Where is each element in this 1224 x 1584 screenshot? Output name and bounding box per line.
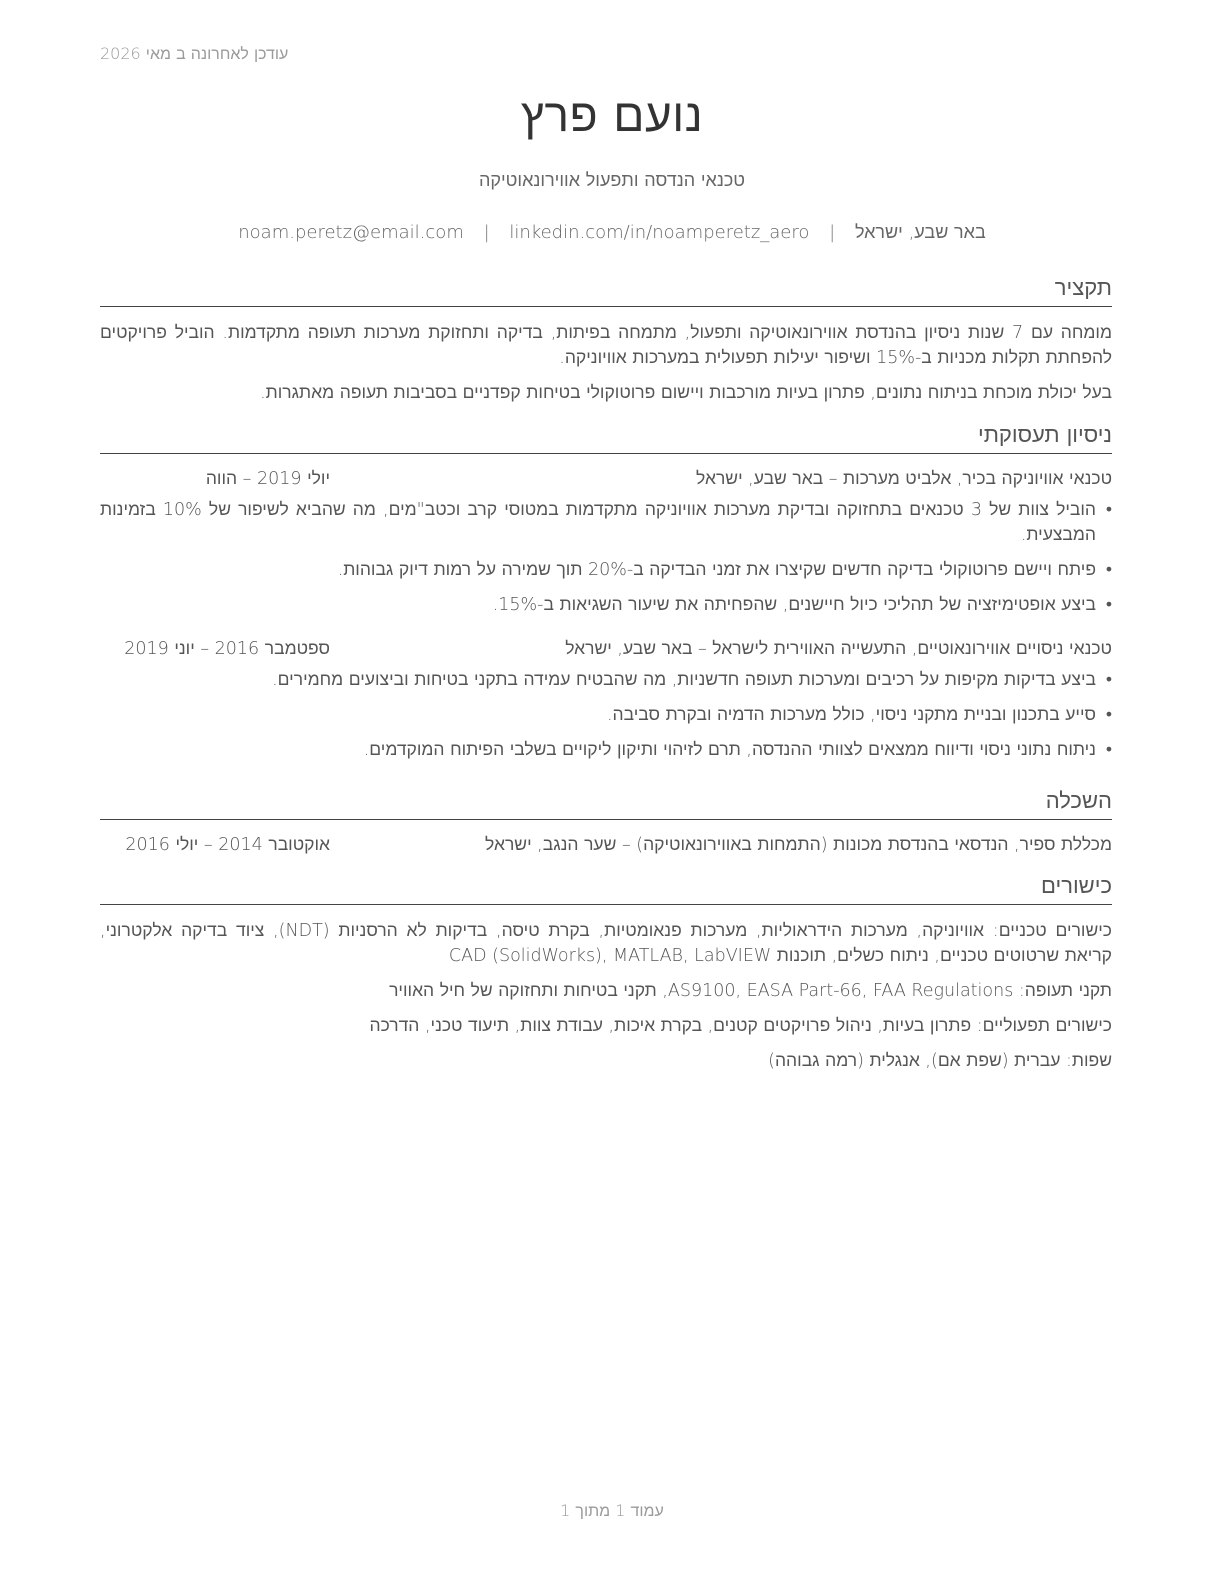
job-header [100,466,1112,492]
job-bullets [100,498,1112,618]
skills-standards: תקני תעופה: AS9100, EASA Part-66, FAA Regulations, תקני בטיחות ותחזוקה של חיל האוויר [389,981,1112,1001]
job-title: טכנאי ניסויים אווירונאוטיים, התעשייה האווירית לישראל – באר שבע, ישראל [565,639,1112,659]
education-heading: השכלה [100,787,1112,820]
skills-section [100,872,1112,1074]
job-header [100,636,1112,662]
candidate-name: נועם פרץ [520,88,704,142]
job-bullet: • סייע בתכנון ובניית מתקני ניסוי, כולל מערכות הדמיה ובקרת סביבה. [100,703,1096,728]
experience-section [100,421,1112,773]
job-entry [100,466,1112,618]
skills-technical: כישורים טכניים: אוויוניקה, מערכות הידראוליות, מערכות פנאומטיות, בקרת טיסה, בדיקות לא הרסניות (NDT), ציוד בדיקה אלקטרוני, קריאת שרטוטים טכניים, ניתוח כשלים, תוכנות CAD (SolidWorks), MATLAB, LabVIEW [100,921,1112,966]
last-updated: עודכן לאחרונה ב מאי 2026 [100,44,289,63]
summary-paragraph-2: בעל יכולת מוכחת בניתוח נתונים, פתרון בעיות מורכבות ויישום פרוטוקולי בטיחות קפדניים בסביבות תעופה מאתגרות. [260,383,1112,403]
page-number: עמוד 1 מתוך 1 [560,1501,664,1520]
job-bullets [100,668,1112,763]
job-title: טכנאי אוויוניקה בכיר, אלביט מערכות – באר שבע, ישראל [696,469,1112,489]
job-dates: ספטמבר 2016 – יוני 2019 [124,639,330,659]
job-dates: יולי 2019 – הווה [205,469,330,489]
candidate-role: טכנאי הנדסה ותפעול אווירונאוטיקה [478,170,746,191]
job-entry [100,636,1112,763]
job-bullet: • ביצע אופטימיזציה של תהליכי כיול חיישנים, שהפחיתה את שיעור השגיאות ב-15%. [100,593,1096,618]
skills-operational: כישורים תפעוליים: פתרון בעיות, ניהול פרויקטים קטנים, בקרת איכות, עבודת צוות, תיעוד טכני, הדרכה [369,1016,1112,1036]
job-bullet: • ניתוח נתוני ניסוי ודיווח ממצאים לצוותי ההנדסה, תרם לזיהוי ותיקון ליקויים בשלבי הפיתוח המוקדמים. [100,738,1096,763]
skills-heading: כישורים [100,872,1112,905]
contact-email[interactable]: noam.peretz@email.com [238,222,464,243]
education-dates: אוקטובר 2014 – יולי 2016 [125,835,330,855]
education-section [100,787,1112,858]
job-bullet: • פיתח ויישם פרוטוקולי בדיקה חדשים שקיצרו את זמני הבדיקה ב-20% תוך שמירה על רמות דיוק גבוהות. [100,558,1096,583]
education-school: מכללת ספיר, הנדסאי בהנדסת מכונות (התמחות באווירונאוטיקה) – שער הנגב, ישראל [485,835,1112,855]
summary-heading: תקציר [100,274,1112,307]
contact-location: באר שבע, ישראל [854,222,986,243]
contact-linkedin[interactable]: linkedin.com/in/noamperetz_aero [509,222,810,243]
contact-separator: | [483,222,490,243]
education-entry [100,832,1112,858]
contact-line [0,222,1224,243]
summary-section [100,274,1112,406]
contact-separator: | [829,222,836,243]
summary-paragraph-1: מומחה עם 7 שנות ניסיון בהנדסת אווירונאוטיקה ותפעול, מתמחה בפיתות, בדיקה ותחזוקת מערכות תעופה מתקדמות. הוביל פרויקטים להפחתת תקלות מכניות ב-15% ושיפור יעילות תפעולית במערכות אוויוניקה. [100,323,1112,368]
job-bullet: • ביצע בדיקות מקיפות על רכיבים ומערכות תעופה חדשניות, מה שהבטיח עמידה בתקני בטיחות וביצועים מחמירים. [100,668,1096,693]
skills-languages: שפות: עברית (שפת אם), אנגלית (רמה גבוהה) [768,1051,1112,1071]
experience-heading: ניסיון תעסוקתי [100,421,1112,454]
job-bullet: • הוביל צוות של 3 טכנאים בתחזוקה ובדיקת מערכות אוויוניקה מתקדמות במטוסי קרב וכטב"מים, מה שהביא לשיפור של 10% בזמינות המבצעית. [100,498,1096,548]
